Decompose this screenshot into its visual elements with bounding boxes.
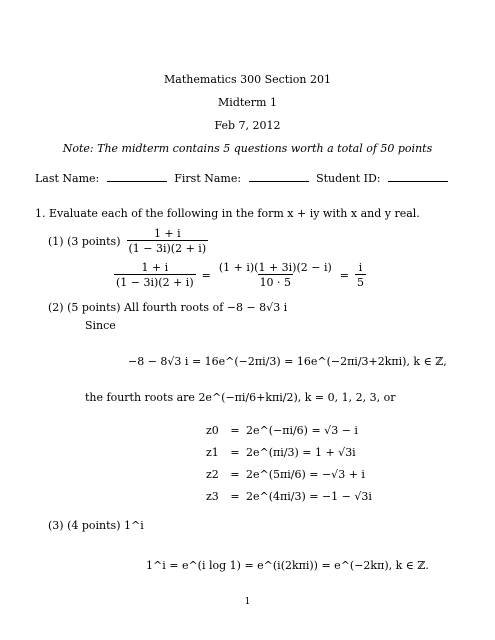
part-1-prompt [48, 228, 210, 254]
course-title: Mathematics 300 Section 201 [164, 73, 331, 86]
root-lhs: z0 [206, 423, 219, 437]
part-2-equation: −8 − 8√3 i = 16e^(−2πi/3) = 16e^(−2πi/3+2kπi), k ∈ ℤ, [128, 355, 447, 368]
root-lhs: z3 [206, 489, 219, 503]
last-name-label: Last Name: [35, 172, 100, 185]
part-1-solution: $\frac{1 + i}{(1 - 3i)(2 + i)}$ = $\frac{(1 + i)(1 + 3i)(2 - i)}{10 \cdot 5}$ = $\frac{i}{5}$ [116, 261, 364, 289]
root-row: z2 = 2e^(5πi/6) = −√3 + i [206, 463, 372, 485]
exam-date: Feb 7, 2012 [214, 119, 281, 132]
roots-table [206, 419, 372, 507]
part-3-prompt: (3) (4 points) 1^i [48, 519, 144, 532]
first-name-label: First Name: [174, 172, 242, 185]
root-lhs: z2 [206, 467, 219, 481]
solution-lhs: $\frac{1 + i}{(1 - 3i)(2 + i)}$ [116, 261, 194, 289]
root-rhs: 2e^(5πi/6) = −√3 + i [246, 467, 365, 481]
root-row: z0 = 2e^(−πi/6) = √3 − i [206, 419, 372, 441]
root-rhs: 2e^(πi/3) = 1 + √3i [246, 445, 356, 459]
exam-title: Midterm 1 [218, 96, 277, 109]
since-label: Since [85, 319, 116, 332]
name-fields [35, 173, 452, 184]
exam-note: Note: The midterm contains 5 questions worth a total of 50 points [62, 142, 433, 155]
student-id-label: Student ID: [316, 172, 381, 185]
page-number: 1 [244, 597, 251, 607]
root-rhs: 2e^(−πi/6) = √3 − i [246, 423, 358, 437]
root-lhs: z1 [206, 445, 219, 459]
part-1-fraction: $\frac{1 + i}{(1 - 3i)(2 + i)}$ [128, 227, 207, 255]
question-1-intro: 1. Evaluate each of the following in the form x + iy with x and y real. [35, 207, 420, 220]
last-name-blank[interactable] [107, 180, 167, 182]
solution-middle: $\frac{(1 + i)(1 + 3i)(2 - i)}{10 \cdot 5}$ [218, 261, 332, 289]
first-name-blank[interactable] [249, 180, 309, 182]
part-3-equation: 1^i = e^(i log 1) = e^(i(2kπi)) = e^(−2kπ), k ∈ ℤ. [146, 559, 429, 572]
part-2-text: the fourth roots are 2e^(−πi/6+kπi/2), k = 0, 1, 2, 3, or [85, 391, 396, 404]
root-row: z1 = 2e^(πi/3) = 1 + √3i [206, 441, 372, 463]
solution-rhs: $\frac{i}{5}$ [357, 261, 364, 289]
student-id-blank[interactable] [388, 180, 448, 182]
root-row: z3 = 2e^(4πi/3) = −1 − √3i [206, 485, 372, 507]
root-rhs: 2e^(4πi/3) = −1 − √3i [246, 489, 372, 503]
part-1-label: (1) (3 points) [48, 234, 121, 248]
part-2-prompt: (2) (5 points) All fourth roots of −8 − 8√3 i [48, 301, 288, 314]
